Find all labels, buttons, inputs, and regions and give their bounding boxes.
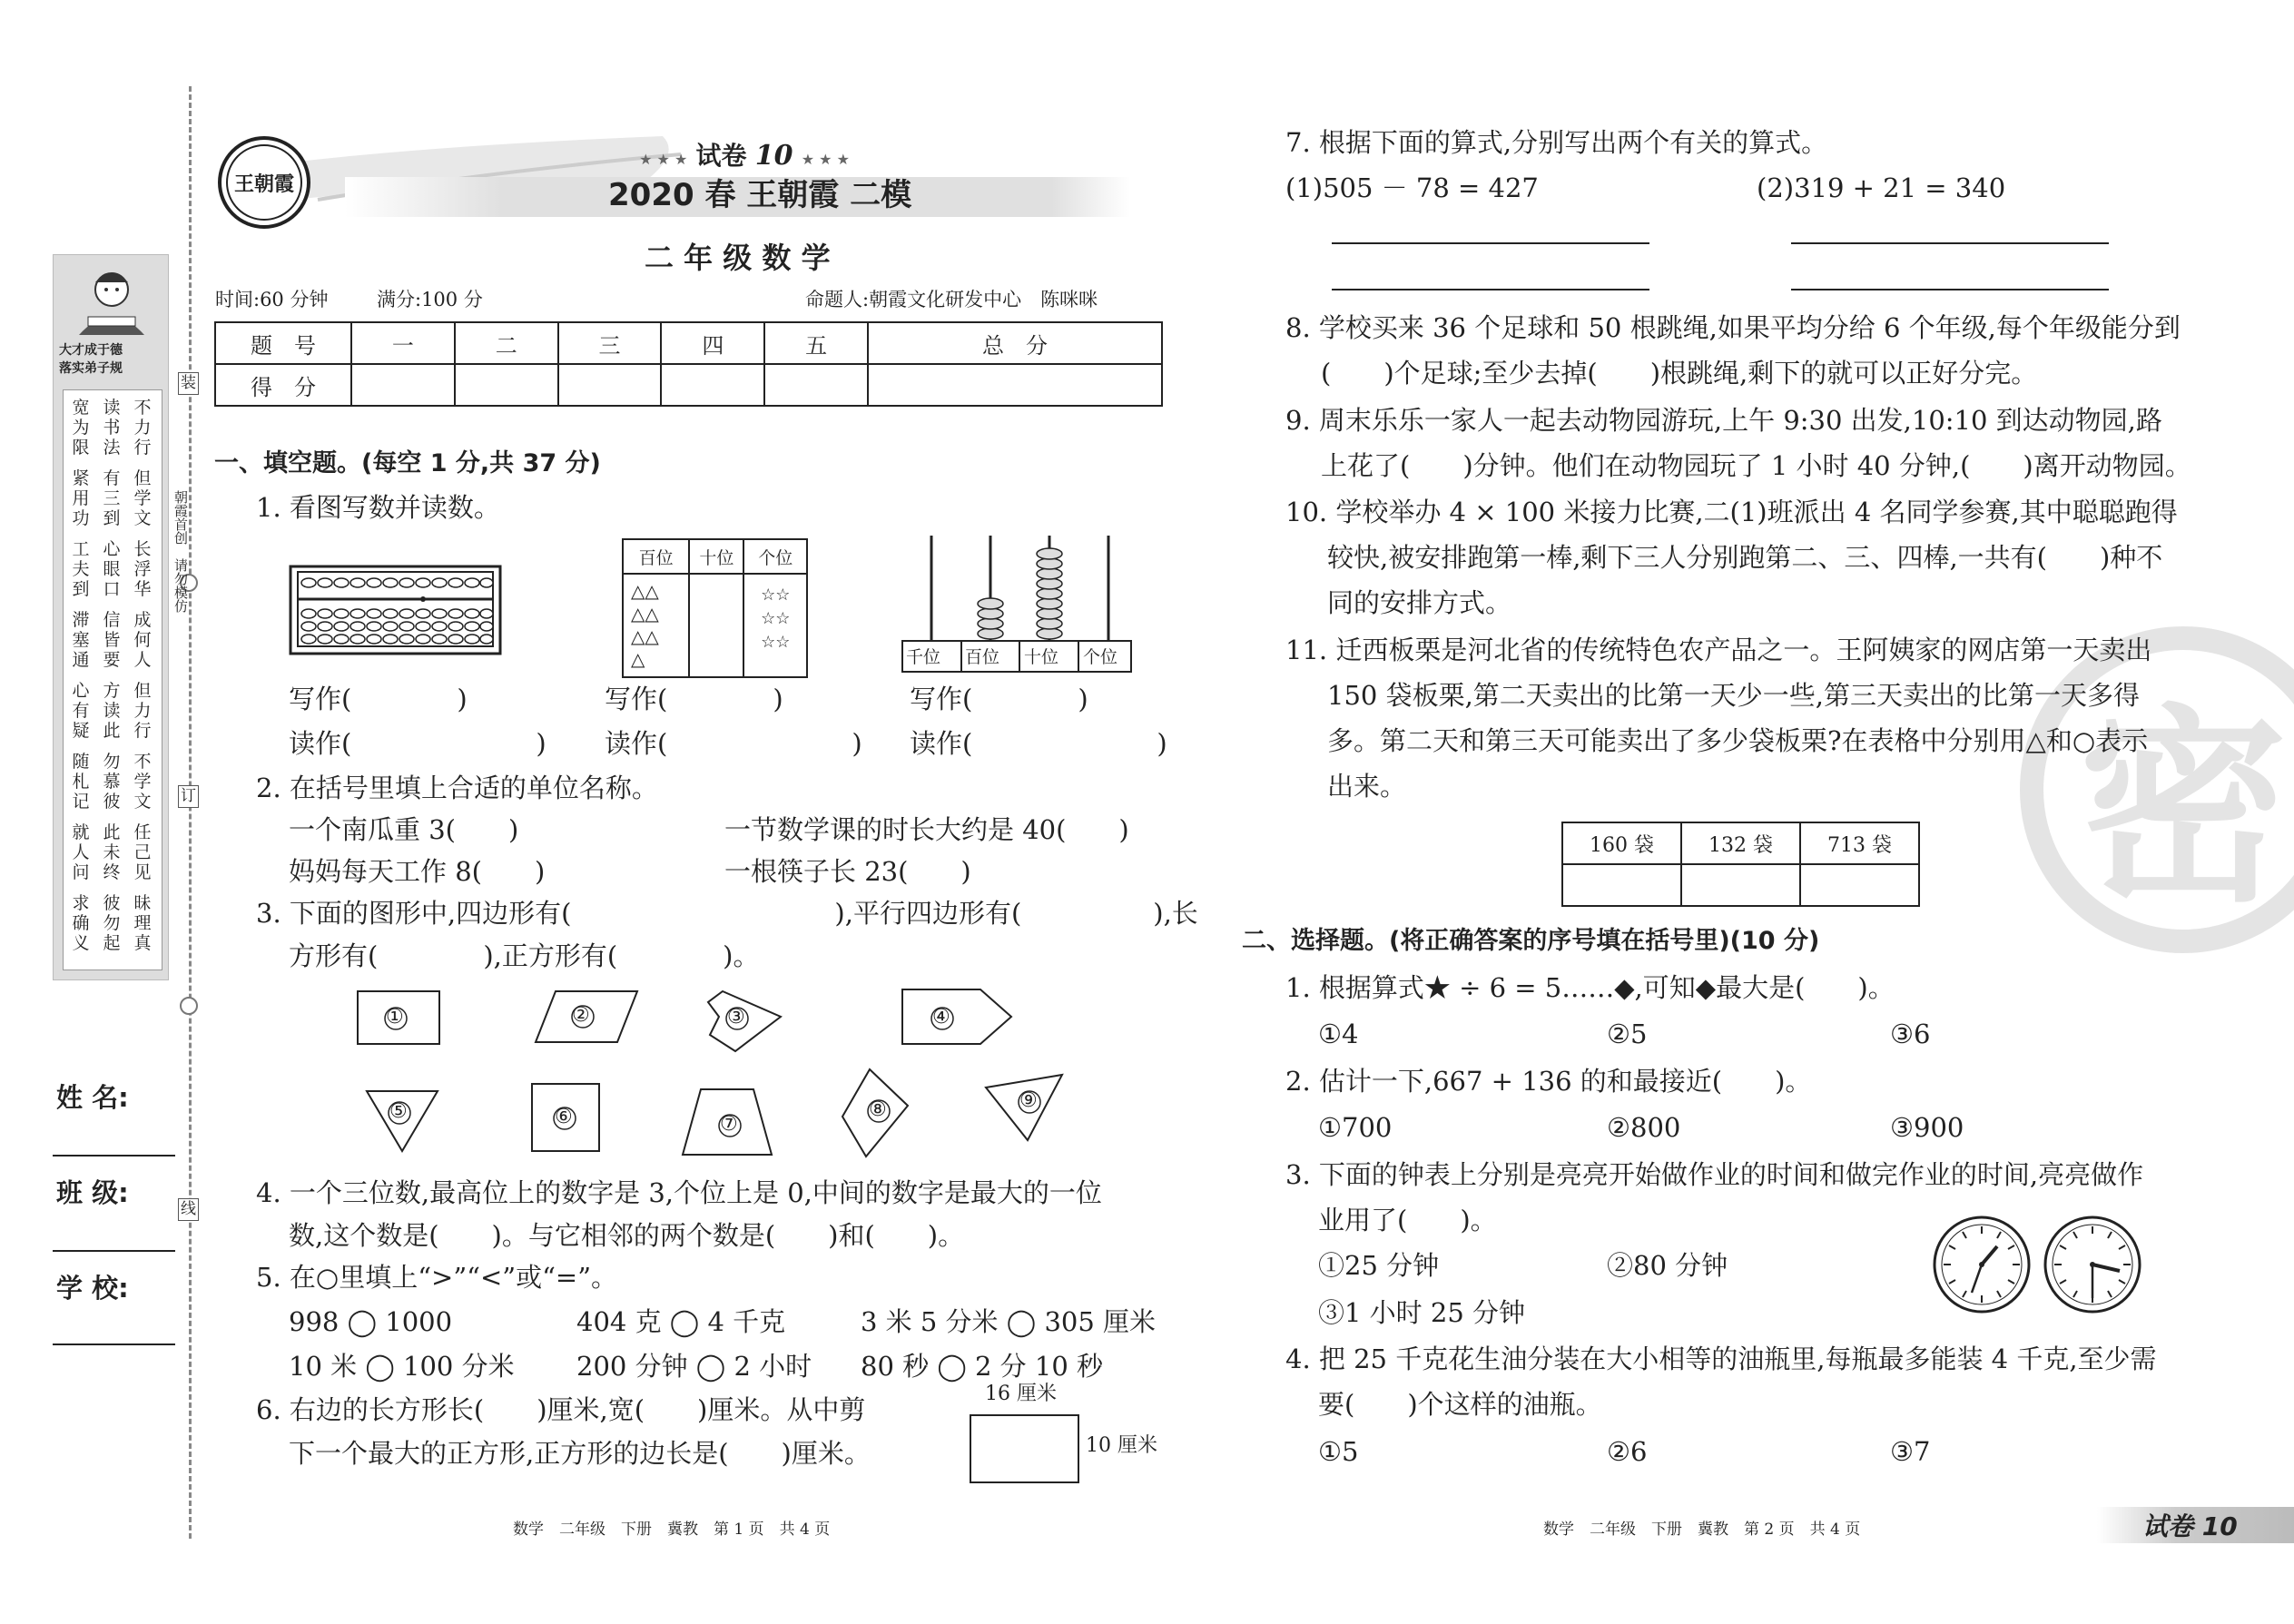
motto-columns <box>63 389 162 970</box>
motto-column: 长浮华 <box>133 539 152 599</box>
motto-column: 不学文 <box>133 752 152 812</box>
q3-shapes <box>345 980 1162 1162</box>
q7-b: (2)319 + 21 = 340 <box>1757 172 2006 203</box>
c1-opt[interactable]: ①4 <box>1318 1019 1359 1049</box>
time-label: 时间:60 分钟 <box>215 289 329 310</box>
q5-item[interactable]: 80 秒 ◯ 2 分 10 秒 <box>861 1351 1104 1382</box>
binding-mark-3: 线 <box>178 1198 199 1221</box>
motto-column: 成何人 <box>133 610 152 670</box>
shape-label-7: ⑦ <box>720 1113 738 1136</box>
footer-badge: 试卷 10 <box>2097 1507 2294 1543</box>
c2-opt[interactable]: ③900 <box>1890 1112 1964 1143</box>
q4-line1: 4. 一个三位数,最高位上的数字是 3,个位上是 0,中间的数字是最大的一位 <box>256 1177 1102 1208</box>
motto-column: 宽为限 <box>72 398 90 458</box>
q11-table-header: 713 袋 <box>1800 822 1919 864</box>
rect-width-label: 10 厘米 <box>1086 1434 1157 1457</box>
motto-column: 方读此 <box>103 681 121 741</box>
c4-line1: 4. 把 25 千克花生油分装在大小相等的油瓶里,每瓶最多能装 4 千克,至少需 <box>1285 1343 2157 1374</box>
place-header: 百位 <box>623 539 689 574</box>
abacus-label: 个位 <box>1083 647 1118 667</box>
motto-column: 信皆要 <box>103 610 121 670</box>
c1-text: 1. 根据算式★ ÷ 6 = 5……◆,可知◆最大是( )。 <box>1285 972 1895 1003</box>
q2-c[interactable]: 妈妈每天工作 8( ) <box>289 856 546 887</box>
c2-text: 2. 估计一下,667 + 136 的和最接近( )。 <box>1285 1066 1812 1097</box>
q11-answer-cell[interactable] <box>1681 864 1800 906</box>
motto-column: 就人问 <box>72 822 90 882</box>
triangle-cell: △△ △△ △△ △ <box>623 574 689 677</box>
q1-write-3[interactable]: 写作( ) <box>910 684 1088 714</box>
place-header: 个位 <box>743 539 807 574</box>
motto-column: 心眼口 <box>103 539 121 599</box>
class-label: 班 级: <box>56 1177 129 1208</box>
exam-series: ★ ★ ★ 试卷 10 ★ ★ ★ <box>639 140 850 172</box>
shape-label-5: ⑤ <box>389 1100 408 1123</box>
q5-item[interactable]: 3 米 5 分米 ◯ 305 厘米 <box>861 1306 1157 1337</box>
q11-line3: 多。第二天和第三天可能卖出了多少袋板栗?在表格中分别用△和○表示 <box>1327 725 2149 756</box>
abacus-label: 十位 <box>1024 647 1059 667</box>
q5-item[interactable]: 200 分钟 ◯ 2 小时 <box>576 1351 812 1382</box>
q2-b[interactable]: 一节数学课的时长大约是 40( ) <box>724 814 1129 845</box>
name-label: 姓 名: <box>56 1082 129 1113</box>
class-field[interactable] <box>53 1250 175 1252</box>
motto-column: 心有疑 <box>72 681 90 741</box>
q1-write-1[interactable]: 写作( ) <box>289 684 468 714</box>
q1-read-3[interactable]: 读作( ) <box>910 728 1167 759</box>
motto-column: 但学文 <box>133 468 152 528</box>
motto-top-1: 大才成于德 <box>59 343 123 358</box>
confidential-watermark: 密 <box>2020 626 2294 953</box>
section1-title: 一、填空题。(每空 1 分,共 37 分) <box>214 449 601 477</box>
q9-line1: 9. 周末乐乐一家人一起去动物园游玩,上午 9:30 出发,10:10 到达动物园,路 <box>1285 405 2162 436</box>
binding-mark-1: 装 <box>178 372 199 395</box>
binding-dashed-line <box>189 86 192 1539</box>
q10-line3: 同的安排方式。 <box>1327 587 1512 618</box>
motto-top-2: 落实弟子规 <box>59 361 123 376</box>
c4-opt[interactable]: ①5 <box>1318 1436 1359 1467</box>
q11-line1: 11. 迁西板栗是河北省的传统特色农产品之一。王阿姨家的网店第一天卖出 <box>1285 635 2152 665</box>
shape-label-6: ⑥ <box>555 1106 573 1128</box>
exam-title: 2020 春 王朝霞 二模 <box>608 177 912 213</box>
score-header-cell: 二 <box>455 322 558 364</box>
subject-title: 二 年 级 数 学 <box>645 241 831 275</box>
motto-column: 读书法 <box>103 398 121 458</box>
footer-left: 数学 二年级 下册 冀教 第 1 页 共 4 页 <box>513 1521 831 1539</box>
q1-read-1[interactable]: 读作( ) <box>289 728 546 759</box>
c2-opt[interactable]: ①700 <box>1318 1112 1393 1143</box>
scholar-figure-icon <box>70 262 153 344</box>
name-field[interactable] <box>53 1155 175 1156</box>
motto-column: 彼勿起 <box>103 893 121 953</box>
binding-mark-2: 订 <box>178 785 199 808</box>
score-header-cell: 题 号 <box>215 322 351 364</box>
q7-answer-line[interactable] <box>1791 289 2109 290</box>
school-field[interactable] <box>53 1343 175 1345</box>
c4-opt[interactable]: ②6 <box>1607 1436 1648 1467</box>
q6-rectangle <box>970 1414 1079 1483</box>
rect-length-label: 16 厘米 <box>985 1383 1057 1405</box>
score-table <box>214 321 1163 407</box>
q5-item[interactable]: 10 米 ◯ 100 分米 <box>289 1351 515 1382</box>
score-header-cell: 一 <box>351 322 455 364</box>
q11-table-header: 160 袋 <box>1562 822 1681 864</box>
star-cell: ☆☆ ☆☆ ☆☆ <box>743 574 807 677</box>
q6-line1[interactable]: 6. 右边的长方形长( )厘米,宽( )厘米。从中剪 <box>256 1394 866 1425</box>
q8-line2[interactable]: ( )个足球;至少去掉( )根跳绳,剩下的就可以正好分完。 <box>1321 358 2038 389</box>
q7-text: 7. 根据下面的算式,分别写出两个有关的算式。 <box>1285 127 1828 158</box>
q5-item[interactable]: 404 克 ◯ 4 千克 <box>576 1306 786 1337</box>
q10-line2[interactable]: 较快,被安排跑第一棒,剩下三人分别跑第二、三、四棒,一共有( )种不 <box>1327 542 2163 573</box>
motto-column: 此未终 <box>103 822 121 882</box>
c4-opt[interactable]: ③7 <box>1890 1436 1931 1467</box>
score-cell[interactable] <box>455 364 558 406</box>
motto-column: 不力行 <box>133 398 152 458</box>
c1-opt[interactable]: ②5 <box>1607 1019 1648 1049</box>
c1-opt[interactable]: ③6 <box>1890 1019 1931 1049</box>
q5-item[interactable]: 998 ◯ 1000 <box>289 1306 453 1337</box>
c4-line2: 要( )个这样的油瓶。 <box>1318 1389 1602 1420</box>
motto-column: 工夫到 <box>72 539 90 599</box>
score-cell[interactable] <box>351 364 455 406</box>
q2-a[interactable]: 一个南瓜重 3( ) <box>289 814 519 845</box>
shape-label-2: ② <box>572 1004 590 1027</box>
q11-table-header: 132 袋 <box>1681 822 1800 864</box>
score-header-cell: 总 分 <box>868 322 1162 364</box>
abacus-label: 千位 <box>906 647 941 667</box>
motto-column: 有三到 <box>103 468 121 528</box>
q1-text: 1. 看图写数并读数。 <box>256 492 500 523</box>
motto-column: 昧理真 <box>133 893 152 953</box>
clock-start-icon <box>1932 1215 2032 1314</box>
q11-line4: 出来。 <box>1327 771 1407 802</box>
shape-label-3: ③ <box>727 1006 745 1029</box>
q1-read-2[interactable]: 读作( ) <box>605 728 862 759</box>
q9-line2[interactable]: 上花了( )分钟。他们在动物园玩了 1 小时 40 分钟,( )离开动物园。 <box>1321 450 2191 481</box>
score-cell[interactable] <box>764 364 868 406</box>
shape-label-1: ① <box>386 1006 404 1029</box>
q2-text: 2. 在括号里填上合适的单位名称。 <box>256 773 658 803</box>
motto-column: 但力行 <box>133 681 152 741</box>
q3-line1[interactable]: 3. 下面的图形中,四边形有( ),平行四边形有( ),长 <box>256 898 1198 929</box>
q10-line1: 10. 学校举办 4 × 100 米接力比赛,二(1)班派出 4 名同学参赛,其中聪聪跑得 <box>1285 497 2178 527</box>
suanpan-abacus <box>289 565 502 655</box>
c3-opt[interactable]: ③1 小时 25 分钟 <box>1318 1297 1526 1328</box>
q7-answer-line[interactable] <box>1791 242 2109 244</box>
q11-line2: 150 袋板栗,第二天卖出的比第一天少一些,第三天卖出的比第一天多得 <box>1327 680 2141 711</box>
c3-line2: 业用了( )。 <box>1318 1205 1497 1235</box>
clock-end-icon <box>2043 1215 2142 1314</box>
score-cell[interactable] <box>661 364 764 406</box>
c3-opt[interactable]: ②80 分钟 <box>1607 1250 1728 1281</box>
q6-line2[interactable]: 下一个最大的正方形,正方形的边长是( )厘米。 <box>289 1438 871 1469</box>
q11-table <box>1561 822 1920 907</box>
author-label: 命题人:朝霞文化研发中心 陈咪咪 <box>805 289 1098 310</box>
q7-answer-line[interactable] <box>1332 242 1649 244</box>
c3-opt[interactable]: ①25 分钟 <box>1318 1250 1440 1281</box>
shape-label-9: ⑨ <box>1019 1089 1038 1112</box>
q11-answer-cell[interactable] <box>1562 864 1681 906</box>
score-cell[interactable] <box>868 364 1162 406</box>
binding-hole-2 <box>180 997 198 1015</box>
motto-column: 任己见 <box>133 822 152 882</box>
motto-column: 紧用功 <box>72 468 90 528</box>
sidebar-motto-panel <box>53 254 169 980</box>
shape-label-8: ⑧ <box>869 1098 887 1121</box>
q7-a: (1)505 － 78 = 427 <box>1285 172 1539 203</box>
score-cell[interactable] <box>558 364 662 406</box>
q4-line2[interactable]: 数,这个数是( )。与它相邻的两个数是( )和( )。 <box>289 1220 965 1251</box>
motto-column: 滞塞通 <box>72 610 90 670</box>
score-row-label: 得 分 <box>215 364 351 406</box>
abacus-label: 百位 <box>965 647 1000 667</box>
shape-4-pentagon <box>902 989 1011 1044</box>
section2-title: 二、选择题。(将正确答案的序号填在括号里)(10 分) <box>1242 927 1820 955</box>
q2-d[interactable]: 一根筷子长 23( ) <box>724 856 971 887</box>
place-header: 十位 <box>689 539 743 574</box>
place-value-table <box>622 538 808 678</box>
c3-line1: 3. 下面的钟表上分别是亮亮开始做作业的时间和做完作业的时间,亮亮做作 <box>1285 1159 2144 1190</box>
q7-answer-line[interactable] <box>1332 289 1649 290</box>
c2-opt[interactable]: ②800 <box>1607 1112 1681 1143</box>
q11-answer-cell[interactable] <box>1800 864 1919 906</box>
logo-text: 王朝霞 <box>226 144 302 221</box>
q8-line1: 8. 学校买来 36 个足球和 50 根跳绳,如果平均分给 6 个年级,每个年级能分到 <box>1285 312 2181 343</box>
q1-write-2[interactable]: 写作( ) <box>605 684 783 714</box>
score-header-cell: 五 <box>764 322 868 364</box>
side-vertical-note: 朝霞首创 请勿模仿 <box>172 490 189 613</box>
score-header-cell: 三 <box>558 322 662 364</box>
motto-column: 勿慕彼 <box>103 752 121 812</box>
motto-column: 求确义 <box>72 893 90 953</box>
score-label: 满分:100 分 <box>377 289 483 310</box>
footer-right: 数学 二年级 下册 冀教 第 2 页 共 4 页 <box>1543 1521 1861 1539</box>
q3-line2[interactable]: 方形有( ),正方形有( )。 <box>289 940 760 971</box>
school-label: 学 校: <box>56 1273 129 1304</box>
logo-badge <box>218 136 310 229</box>
shape-label-4: ④ <box>932 1006 950 1029</box>
motto-column: 随札记 <box>72 752 90 812</box>
q5-text: 5. 在○里填上“>”“<”或“=”。 <box>256 1262 618 1293</box>
score-header-cell: 四 <box>661 322 764 364</box>
